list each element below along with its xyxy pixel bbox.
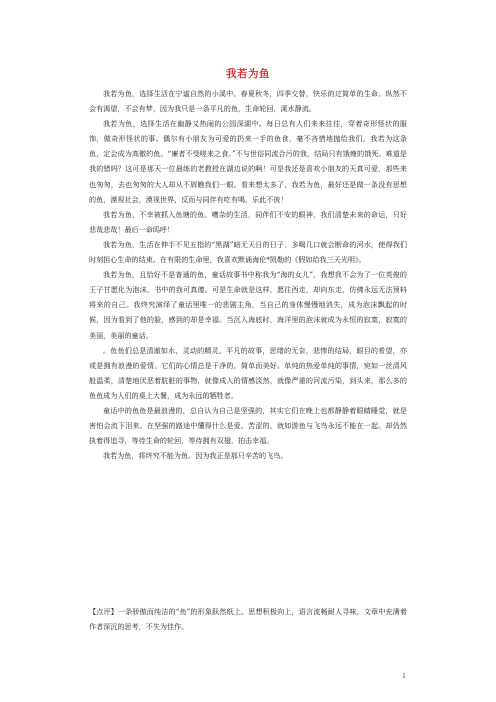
paragraph-5: 我若为鱼，且恰好不是普通的鱼，童话故事书中称我为“海的女儿”，我想我不会为了一位英俊的王子甘愿化为泡沫，书中的我可真傻。可是生命就是这样，愿往西走，却向东走，仿佛永远无法预料将来的自己。我终究演绎了童话里唯一的悲剧主角，当自己的身体慢慢地消失，成为泡沫飘起的时候，因为看到了他的脸，感到的却是幸福。当沉入海底时，海洋里的泡沫就成为永恒的寂寞，寂寞的美丽，美丽的童话。 xyxy=(89,270,407,340)
paragraph-2: 我若为鱼，选择生活在幽静又热闹的公园深湖中。每日总有人们来来往往，穿着奇形怪状的服饰，做奇形怪状的事。偶尔有小朋友为可爱的扔来一手的鱼食，毫不吝惜地抛给我们。我若为这条鱼，定会成为高傲的鱼。“廉者不受嗟来之食。”不与世俗同流合污的我，结局只有饿瘦的饿死。难道是我的错吗？这可是那天一位晨练的老教授在湖边说的啊！可是我还是喜欢小朋友的天真可爱，那些来也匆匆，去也匆匆的大人却从不屑瞧我们一眼。看来想太多了，我若为鱼，最好还是做一条没有思想的鱼，漠视社会，漠视世界，反而与同伴有吃有喝，乐此不彼！ xyxy=(89,119,407,204)
document-body xyxy=(89,86,407,463)
paragraph-8: 我若为鱼，将终究不能为鱼。因为我正是那只辛苦的飞鸟。 xyxy=(103,451,288,461)
comment-paragraph: 【点评】一条骄傲而纯洁的“鱼”的形象跃然纸上。思想积极向上，语言流畅耐人寻味，文章中充满着作者深沉的思考，不失为佳作。 xyxy=(89,607,407,632)
paragraph-3: 我若为鱼，不幸被抓入鱼塘的鱼。嘈杂的生活，同伴们不安的眼神，我们清楚未来的命运，只好悲哉悲哉！最后一命呜呼！ xyxy=(89,209,407,234)
page-number: 1 xyxy=(402,673,406,680)
paragraph-7: 童话中的鱼鱼是最浪漫的，总自认为自己是坚强的，其实它们在晚上也都静静着眼睛睡觉，就是害怕会流下泪来。在坚强的路途中懂得什么是爱。苦涩的，就如游鱼与飞鸟永远不能在一起。却仍然执着得追寻，等待生命的轮回，等待拥有双翅，拍击幸福。 xyxy=(89,405,407,446)
paragraph-1: 我若为鱼，选择生活在宁谧自然的小溪中。春夏秋冬，四季交替，快乐的过简单的生命。纵然不会有渴望，不会有梦，因为我只是一条平凡的鱼，生命轮回，溪水静流。 xyxy=(89,89,407,114)
paragraph-6: 。鱼鱼们总是清澈如水，灵动的精灵。平凡的故事，思绪的无奈，悲惨的结局，眼目的希望，亦或是拥有浪漫的爱情。它们的心情总是干净的，简单而美好。单纯的热爱单纯的事情，宛如一丝清风般温柔，清楚地厌恶着肮脏的事物，就像成人的情感淡然，就像严重的河流污染，到头来，那么多的鱼鱼成为人们的桌上大餐，成为永远的牺牲者。 xyxy=(89,345,407,400)
paragraph-4: 我若为鱼，生活在伸手不见五指的“黑湖”暗无天日的日子，多喝几口就会断命的河水，使得我们时刻担心生命的结束。在有限的生命里，我喜欢默诵海伦*凯勒的《假如给我三天光明》。 xyxy=(89,239,407,265)
document-title: 我若为鱼 xyxy=(226,68,270,80)
